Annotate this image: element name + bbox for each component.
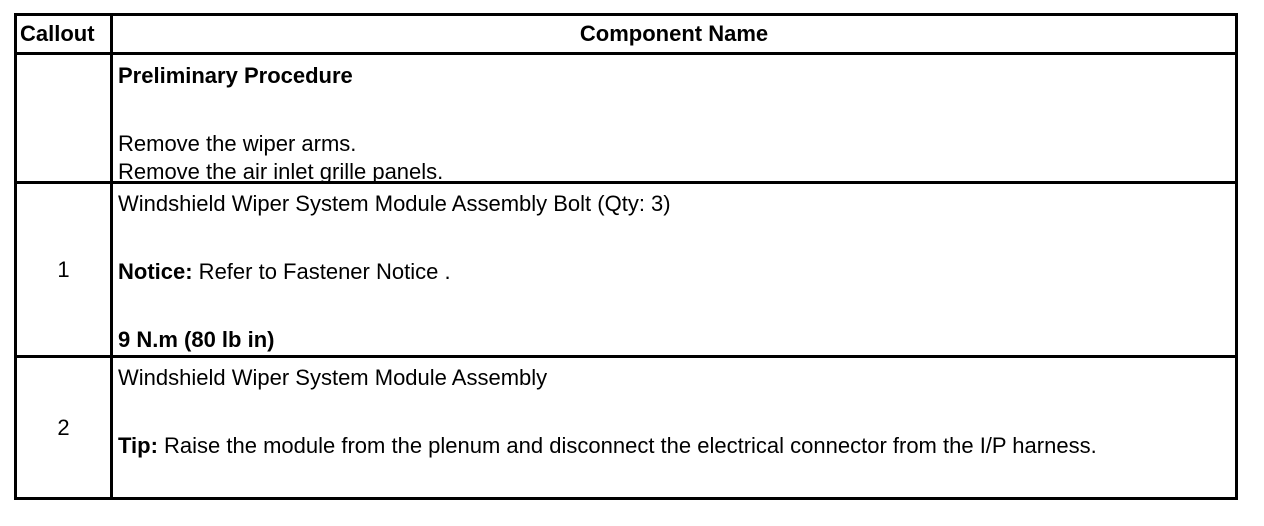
preliminary-title: Preliminary Procedure (118, 63, 353, 88)
table-row (16, 357, 1237, 499)
component-cell (112, 183, 1237, 357)
preliminary-callout-cell (16, 54, 112, 183)
callout-header: Callout (16, 15, 112, 54)
table-row (16, 183, 1237, 357)
preliminary-step: Remove the air inlet grille panels. (118, 159, 444, 184)
preliminary-step: Remove the wiper arms. (118, 131, 357, 156)
component-name: Windshield Wiper System Module Assembly Bolt (Qty: 3) (118, 191, 671, 216)
notice-text: Notice: Refer to Fastener Notice . (118, 259, 451, 284)
callout-number: 2 (16, 357, 112, 499)
component-table (14, 13, 1238, 500)
table-header-row (16, 15, 1237, 54)
component-cell (112, 357, 1237, 499)
preliminary-row (16, 54, 1237, 183)
torque-spec: 9 N.m (80 lb in) (118, 327, 275, 352)
component-name: Windshield Wiper System Module Assembly (118, 365, 548, 390)
tip-text: Tip: Raise the module from the plenum and disconnect the electrical connector from the I/P harness. (118, 433, 1097, 458)
preliminary-cell (112, 54, 1237, 183)
component-name-header: Component Name (112, 15, 1237, 54)
callout-number: 1 (16, 183, 112, 357)
